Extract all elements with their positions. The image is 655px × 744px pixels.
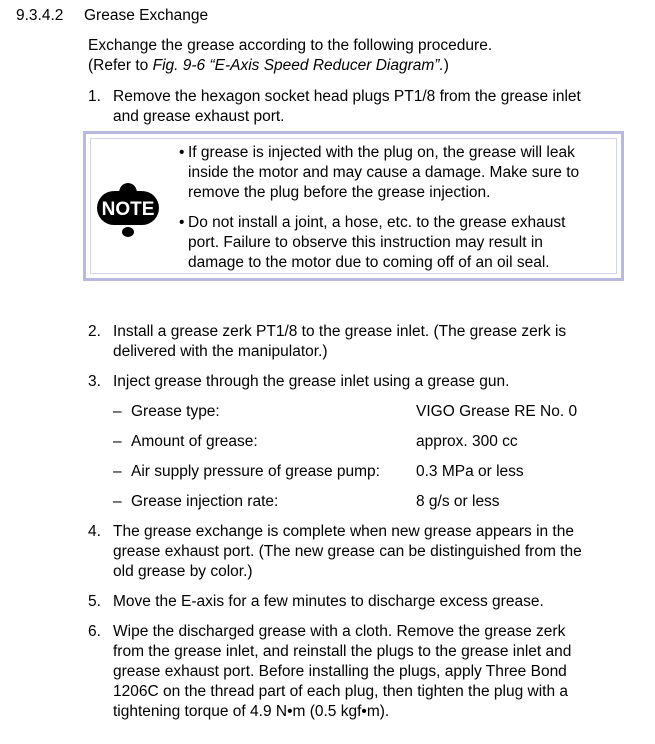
step-1-text-line-1: Remove the hexagon socket head plugs PT1/8 from the grease inlet [113, 88, 581, 105]
step-4-text-line-3: old grease by color.) [113, 563, 253, 580]
intro-text: Exchange the grease according to the following procedure. [88, 37, 493, 54]
note-bullet-2-line-1: Do not install a joint, a hose, etc. to the grease exhaust [188, 214, 566, 231]
note-icon-label: NOTE [101, 199, 155, 220]
step-3-number: 3. [88, 373, 101, 390]
note-bullet-2-marker: • [179, 214, 185, 231]
step-1-number: 1. [88, 88, 101, 105]
spec-row-4-value: 8 g/s or less [416, 493, 500, 510]
step-3-text-line-1: Inject grease through the grease inlet using a grease gun. [113, 373, 510, 390]
step-5-text-line-1: Move the E-axis for a few minutes to discharge excess grease. [113, 593, 544, 610]
step-4-text-line-2: grease exhaust port. (The new grease can be distinguished from the [113, 543, 582, 560]
note-icon [93, 183, 163, 239]
spec-row-1-value: VIGO Grease RE No. 0 [416, 403, 578, 420]
step-6-text-line-5: tightening torque of 4.9 N•m (0.5 kgf•m). [113, 703, 390, 720]
note-bullet-2-line-3: damage to the motor due to coming off of an oil seal. [188, 254, 550, 271]
spec-row-3-value: 0.3 MPa or less [416, 463, 524, 480]
note-bullet-1-marker: • [179, 144, 185, 161]
spec-row-2-dash: – [113, 433, 122, 450]
spec-row-2-value: approx. 300 cc [416, 433, 518, 450]
step-6-number: 6. [88, 623, 101, 640]
note-bullet-1-line-3: remove the plug before the grease injection. [188, 184, 491, 201]
note-icon-dot [122, 227, 134, 237]
spec-row-3-label: Air supply pressure of grease pump: [131, 463, 380, 480]
step-6-text-line-4: 1206C on the thread part of each plug, then tighten the plug with a [113, 683, 568, 700]
section-title: Grease Exchange [84, 7, 209, 24]
spec-row-4-label: Grease injection rate: [131, 493, 279, 510]
step-5-number: 5. [88, 593, 101, 610]
intro-reference-suffix: ) [443, 57, 449, 74]
step-2-text-line-2: delivered with the manipulator.) [113, 343, 328, 360]
step-4-text-line-1: The grease exchange is complete when new grease appears in the [113, 523, 574, 540]
spec-row-1-label: Grease type: [131, 403, 220, 420]
step-1-text-line-2: and grease exhaust port. [113, 108, 285, 125]
step-2-text-line-1: Install a grease zerk PT1/8 to the grease inlet. (The grease zerk is [113, 323, 567, 340]
step-4-number: 4. [88, 523, 101, 540]
note-bullet-1-line-2: inside the motor and may cause a damage. Make sure to [188, 164, 580, 181]
step-2-number: 2. [88, 323, 101, 340]
note-bullet-2-line-2: port. Failure to observe this instruction may result in [188, 234, 543, 251]
figure-reference: Fig. 9-6 “E-Axis Speed Reducer Diagram”. [152, 57, 444, 74]
spec-row-3-dash: – [113, 463, 122, 480]
spec-row-2-label: Amount of grease: [131, 433, 258, 450]
intro-reference-prefix: (Refer to [88, 57, 153, 74]
step-6-text-line-1: Wipe the discharged grease with a cloth. Remove the grease zerk [113, 623, 566, 640]
spec-row-1-dash: – [113, 403, 122, 420]
step-6-text-line-2: from the grease inlet, and reinstall the plugs to the grease inlet and [113, 643, 572, 660]
spec-row-4-dash: – [113, 493, 122, 510]
step-6-text-line-3: grease exhaust port. Before installing the plugs, apply Three Bond [113, 663, 567, 680]
section-number: 9.3.4.2 [16, 7, 64, 24]
note-bullet-1-line-1: If grease is injected with the plug on, the grease will leak [188, 144, 575, 161]
intro-reference [88, 56, 449, 76]
